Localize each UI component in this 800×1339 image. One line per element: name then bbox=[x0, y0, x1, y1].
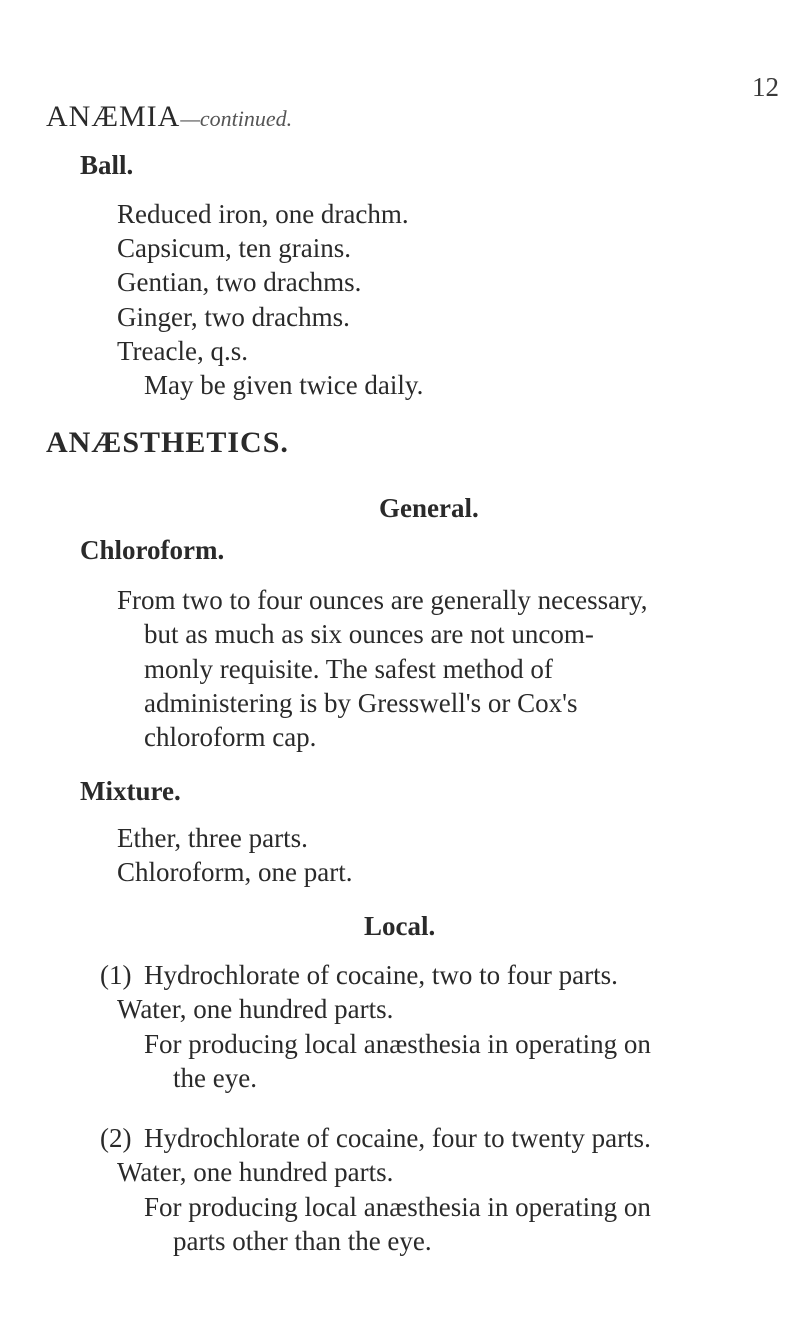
chloroform-text-line: but as much as six ounces are not uncom- bbox=[144, 619, 594, 649]
local-item-line: Water, one hundred parts. bbox=[117, 1157, 394, 1187]
local-item-line: Water, one hundred parts. bbox=[117, 994, 394, 1024]
ball-ingredient: Reduced iron, one drachm. bbox=[117, 199, 409, 229]
mixture-ingredient: Ether, three parts. bbox=[117, 823, 308, 853]
running-head bbox=[46, 100, 292, 134]
chloroform-text-line: monly requisite. The safest method of bbox=[144, 654, 553, 684]
ball-ingredient: Capsicum, ten grains. bbox=[117, 233, 351, 263]
ball-ingredient: Gentian, two drachms. bbox=[117, 267, 362, 297]
local-item-use: For producing local anæsthesia in operating on bbox=[144, 1029, 651, 1059]
local-item-use: For producing local anæsthesia in operating on bbox=[144, 1192, 651, 1222]
anaesthetics-heading: ANÆSTHETICS. bbox=[46, 426, 289, 459]
ball-ingredient: Treacle, q.s. bbox=[117, 336, 248, 366]
general-heading: General. bbox=[379, 493, 479, 523]
local-item-line: Hydrochlorate of cocaine, two to four parts. bbox=[144, 960, 618, 990]
local-item-use: parts other than the eye. bbox=[173, 1226, 432, 1256]
page-number: 12 bbox=[752, 72, 779, 102]
local-item-use: the eye. bbox=[173, 1063, 257, 1093]
mixture-heading: Mixture. bbox=[80, 776, 181, 806]
mixture-ingredient: Chloroform, one part. bbox=[117, 857, 353, 887]
local-item-line: Hydrochlorate of cocaine, four to twenty parts. bbox=[144, 1123, 651, 1153]
running-head-continued: —continued. bbox=[180, 106, 293, 131]
ball-dosage-note: May be given twice daily. bbox=[144, 370, 424, 400]
local-item-number: (1) bbox=[100, 960, 132, 990]
local-item-number: (2) bbox=[100, 1123, 132, 1153]
ball-ingredient: Ginger, two drachms. bbox=[117, 302, 350, 332]
chloroform-heading: Chloroform. bbox=[80, 535, 225, 565]
ball-heading: Ball. bbox=[80, 150, 134, 180]
chloroform-text-line: administering is by Gresswell's or Cox's bbox=[144, 688, 578, 718]
running-head-title: ANÆMIA bbox=[46, 100, 181, 133]
chloroform-text-line: chloroform cap. bbox=[144, 722, 317, 752]
local-heading: Local. bbox=[364, 911, 436, 941]
chloroform-text-line: From two to four ounces are generally necessary, bbox=[117, 585, 648, 615]
